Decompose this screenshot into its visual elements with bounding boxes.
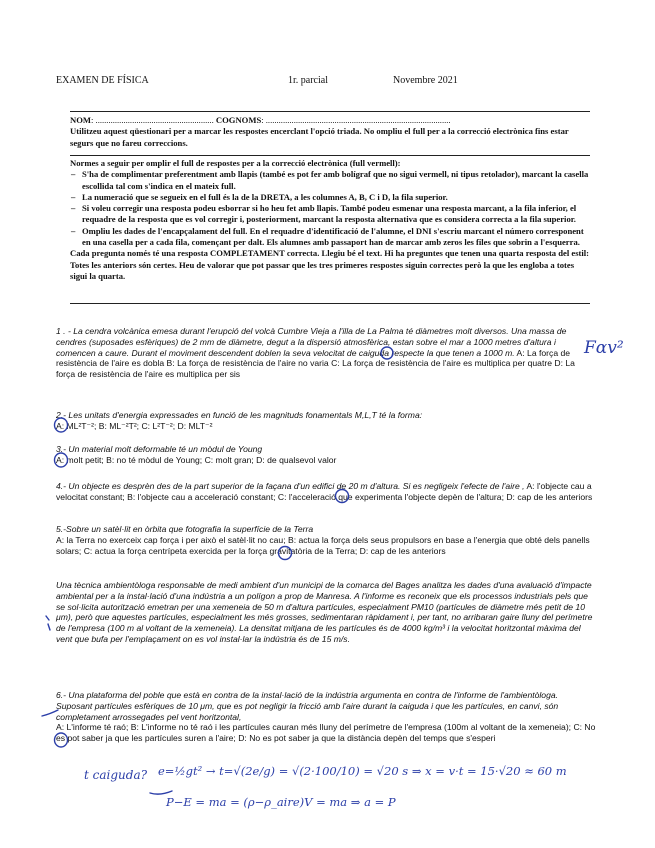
question-5-statement: 5.-Sobre un satèl·lit en òrbita que fotografia la superfície de la Terra	[56, 524, 314, 534]
question-1-options[interactable]: A: La força de resistència de l'aire es dobla B: La força de resistència de l'aire no varia C: La força de resistència de l'aire es multiplica per quatre D: La força de resistència de l'aire es multiplica per sis	[56, 347, 575, 380]
question-1	[56, 326, 596, 380]
question-6-statement: 6.- Una plataforma del poble que està en contra de la instal·lació de la indústria argumenta en contra de l'informe de l'ambientòloga. Suposant partícules esfèriques de 10 μm, que es pot negligir la fricció amb l'aire durant la caiguda i que les partícules, en canvi, són completament arrossegades pel vent horitzontal,	[56, 690, 559, 722]
cognoms-field[interactable]: : ......................................................................................	[261, 115, 451, 125]
cognoms-label: COGNOMS	[215, 115, 262, 125]
exam-partial: 1r. parcial	[288, 75, 328, 86]
question-2-statement: 2.- Les unitats d'energia expressades en funció de les magnituds fonamentals M,L,T té la forma:	[56, 410, 423, 420]
nom-field[interactable]: : .......................................................	[91, 115, 214, 125]
note-calc-label: t caiguda?	[84, 768, 148, 782]
context-paragraph: Una tècnica ambientòloga responsable de medi ambient d'un municipi de la comarca del Bages analitza les dades d'una avaluació d'impacte ambiental per a la instal·lació d'una indústria a un polígon a prop de Manresa. A l'informe es reconeix que els processos industrials pels que se sol·licita autorització emetran per una xemeneia de 50 m d'altura partícules, especialment PM10 (partícules de diàmetre més petit de 10 μm), però que aquestes partícules, especialment les més grosses, sedimentaran ràpidament i, per tant, no arribaran gaire lluny del perímetre de l'empresa (100 m al voltant de la xemeneia). La densitat mitjana de les partícules és de 4000 kg/m³ i la velocitat horitzontal màxima del vent que bufa per l'emplaçament on es vol instal·lar la indústria és de 15 m/s.	[56, 580, 593, 644]
rule-item: – S'ha de complimentar preferentment amb llapis (també es pot fer amb bolígraf que no sigui vermell, ni tipus retolador), marcant la casella escollida tal com s'indica en el mateix full.	[82, 169, 590, 192]
underline-mark	[150, 791, 172, 794]
question-4-statement: 4.- Un objecte es desprèn des de la part superior de la façana d'un edifici de 20 m d'altura. Si es negligeix l'efecte de l'aire ,	[56, 481, 525, 491]
rules-box	[70, 156, 590, 304]
identification-box	[70, 111, 590, 156]
exam-title: EXAMEN DE FÍSICA	[56, 75, 149, 86]
rules-title: Normes a seguir per omplir el full de respostes per a la correcció electrònica (full vermell):	[70, 158, 401, 168]
nom-label: NOM	[70, 115, 92, 125]
identification-instructions: Utilitzeu aquest qüestionari per a marcar les respostes encerclant l'opció triada. No ompliu el full per a la correcció electrònica fins estar segurs que no fareu correccions.	[70, 126, 569, 148]
question-1-statement: 1 . - La cendra volcànica emesa durant l'erupció del volcà Cumbre Vieja a l'illa de La Palma té diàmetres molt diversos. Una massa de cendres (suposades esfèriques) de 2 mm de diàmetre, degut a la dispersió atmosfèrica, estan sobre el mar a 1000 metres d'altura i comencen a caure. Durant el moviment descendent doblen la seva velocitat de caiguda respecte la que tenen a 1000 m.	[56, 326, 567, 358]
rules-closing: Cada pregunta només té una resposta COMPLETAMENT correcta. Llegiu bé el text. Hi ha preguntes que tenen una quarta resposta del estil: Totes les anteriors són certes. Heu de valorar que pot passar que les tres primeres respostes siguin correctes però la que les engloba a totes sigui la quarta.	[70, 248, 590, 281]
question-3-statement: 3.- Un material molt deformable té un mòdul de Young	[56, 444, 263, 454]
question-6-options[interactable]: A: L'informe té raó; B: L'informe no té raó i les partícules cauran més lluny del perímetre de l'empresa (100m al voltant de la xemeneia); C: No es pot saber ja que les partícules suren a l'aire; D: No es pot saber ja que la distància depèn del temps que s'esperi	[56, 722, 596, 744]
note-calc: e=½gt² → t=√(2e/g) = √(2·100/10) = √20 s ⇒ x = v·t = 15·√20 ≈ 60 m	[158, 764, 567, 778]
question-4	[56, 481, 596, 503]
rule-item: – Si voleu corregir una resposta podeu esborrar si ho heu fet amb llapis. També podeu esmenar una resposta marcant, a la fila inferior, el requadre de la resposta que es vol corregir i, posteriorment, marcant la resposta alternativa que es considera correcta a la fila superior.	[82, 203, 590, 226]
question-3-options[interactable]: A: molt petit; B: no té mòdul de Young; C: molt gran; D: de qualsevol valor	[56, 454, 337, 465]
exam-date: Novembre 2021	[393, 75, 458, 86]
question-2	[56, 410, 596, 432]
note-forces: P−E = ma = (ρ−ρ_aire)V = ma ⇒ a = P	[166, 795, 396, 809]
question-5-options[interactable]: A: la Terra no exerceix cap força i per això el satèl·lit no cau; B: actua la força dels seus propulsors en base a l'energia que obté dels panells solars; C: actua la força centrípeta exercida per la força gravitatòria de la Terra; D: cap de les anteriors	[56, 534, 590, 556]
note-q1: Fαv²	[584, 338, 624, 358]
question-3	[56, 444, 596, 466]
question-4-options[interactable]: A: l'objecte cau a velocitat constant; B: l'objecte cau a acceleració constant; C: l'acceleració que experimenta l'objecte depèn de l'altura; D: cap de les anteriors	[56, 481, 593, 502]
rules-list	[70, 169, 590, 248]
rule-item: – Ompliu les dades de l'encapçalament del full. En el requadre d'identificació de l'alumne, el DNI s'escriu marcant el número corresponent en una casella per a cada fila, començant per dalt. Els alumnes amb passaport han de marcar amb zeros les files que sobrin a l'esquerra.	[82, 226, 590, 249]
question-6	[56, 690, 596, 744]
question-5	[56, 524, 596, 556]
question-2-options[interactable]: A: ML²T⁻²; B: ML⁻²T²; C: L²T⁻²; D: MLT⁻²	[56, 420, 213, 431]
rule-item: – La numeració que se segueix en el full és la de la DRETA, a les columnes A, B, C i D, la fila superior.	[82, 192, 590, 203]
margin-tick-mark	[46, 616, 50, 630]
